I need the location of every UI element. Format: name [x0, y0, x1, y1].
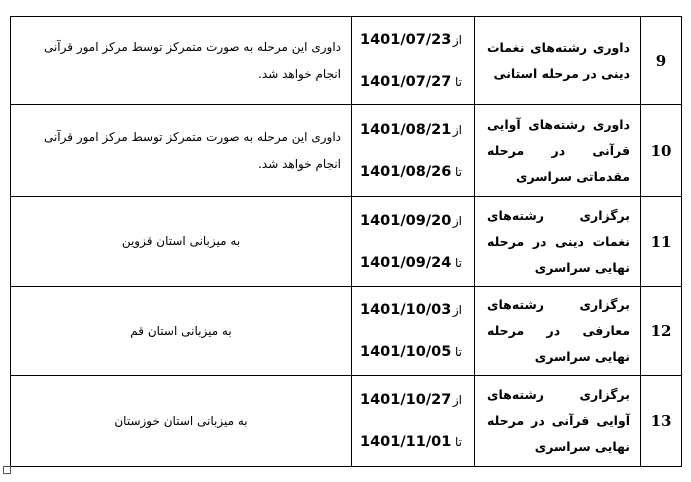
- date-range: [352, 17, 475, 105]
- start-date-line: [360, 210, 462, 232]
- end-date: 1401/10/05: [360, 344, 452, 360]
- start-date-line: [360, 299, 462, 321]
- schedule-table: [10, 16, 682, 467]
- end-date-line: [360, 431, 462, 453]
- to-label: تا: [455, 345, 462, 359]
- activity-title: برگزاری رشته‌های نغمات دینی در مرحله نهایی سراسری: [475, 197, 641, 287]
- table-row: [11, 105, 682, 197]
- activity-title: داوری رشته‌های آوایی قرآنی در مرحله مقدماتی سراسری: [475, 105, 641, 197]
- to-label: تا: [455, 164, 462, 179]
- description: داوری این مرحله به صورت متمرکز توسط مرکز امور قرآنی انجام خواهد شد.: [11, 17, 352, 105]
- row-number: 9: [641, 17, 682, 105]
- to-label: تا: [455, 435, 462, 449]
- end-date-line: [360, 161, 462, 183]
- end-date: 1401/07/27: [360, 73, 452, 90]
- table-resize-handle-icon[interactable]: [3, 466, 11, 474]
- end-date-line: [360, 252, 462, 274]
- table-row: [11, 287, 682, 376]
- from-label: از: [452, 213, 462, 228]
- from-label: از: [452, 32, 462, 47]
- end-date-line: [360, 341, 462, 363]
- start-date: 1401/08/21: [360, 121, 452, 138]
- start-date: 1401/10/27: [360, 392, 452, 408]
- to-label: تا: [455, 255, 462, 270]
- row-number: 13: [641, 376, 682, 467]
- table-row: [11, 17, 682, 105]
- row-number: 10: [641, 105, 682, 197]
- end-date: 1401/09/24: [360, 254, 452, 271]
- end-date-line: [360, 71, 462, 93]
- date-range: [352, 376, 475, 467]
- activity-title: داوری رشته‌های نغمات دینی در مرحله استانی: [475, 17, 641, 105]
- from-label: از: [452, 122, 462, 137]
- description: به میزبانی استان خوزستان: [11, 376, 352, 467]
- description: به میزبانی استان قم: [11, 287, 352, 376]
- description: داوری این مرحله به صورت متمرکز توسط مرکز امور قرآنی انجام خواهد شد.: [11, 105, 352, 197]
- start-date-line: [360, 29, 462, 51]
- table-row: [11, 197, 682, 287]
- activity-title: برگزاری رشته‌های معارفی در مرحله نهایی سراسری: [475, 287, 641, 376]
- start-date: 1401/07/23: [360, 31, 452, 48]
- date-range: [352, 287, 475, 376]
- row-number: 11: [641, 197, 682, 287]
- end-date: 1401/11/01: [360, 434, 452, 450]
- to-label: تا: [455, 74, 462, 89]
- date-range: [352, 197, 475, 287]
- start-date-line: [360, 389, 462, 411]
- date-range: [352, 105, 475, 197]
- end-date: 1401/08/26: [360, 163, 452, 180]
- start-date: 1401/09/20: [360, 212, 452, 229]
- start-date: 1401/10/03: [360, 302, 452, 318]
- row-number: 12: [641, 287, 682, 376]
- start-date-line: [360, 119, 462, 141]
- activity-title: برگزاری رشته‌های آوایی قرآنی در مرحله نهایی سراسری: [475, 376, 641, 467]
- from-label: از: [452, 303, 462, 317]
- description: به میزبانی استان قزوین: [11, 197, 352, 287]
- from-label: از: [452, 393, 462, 407]
- table-row: [11, 376, 682, 467]
